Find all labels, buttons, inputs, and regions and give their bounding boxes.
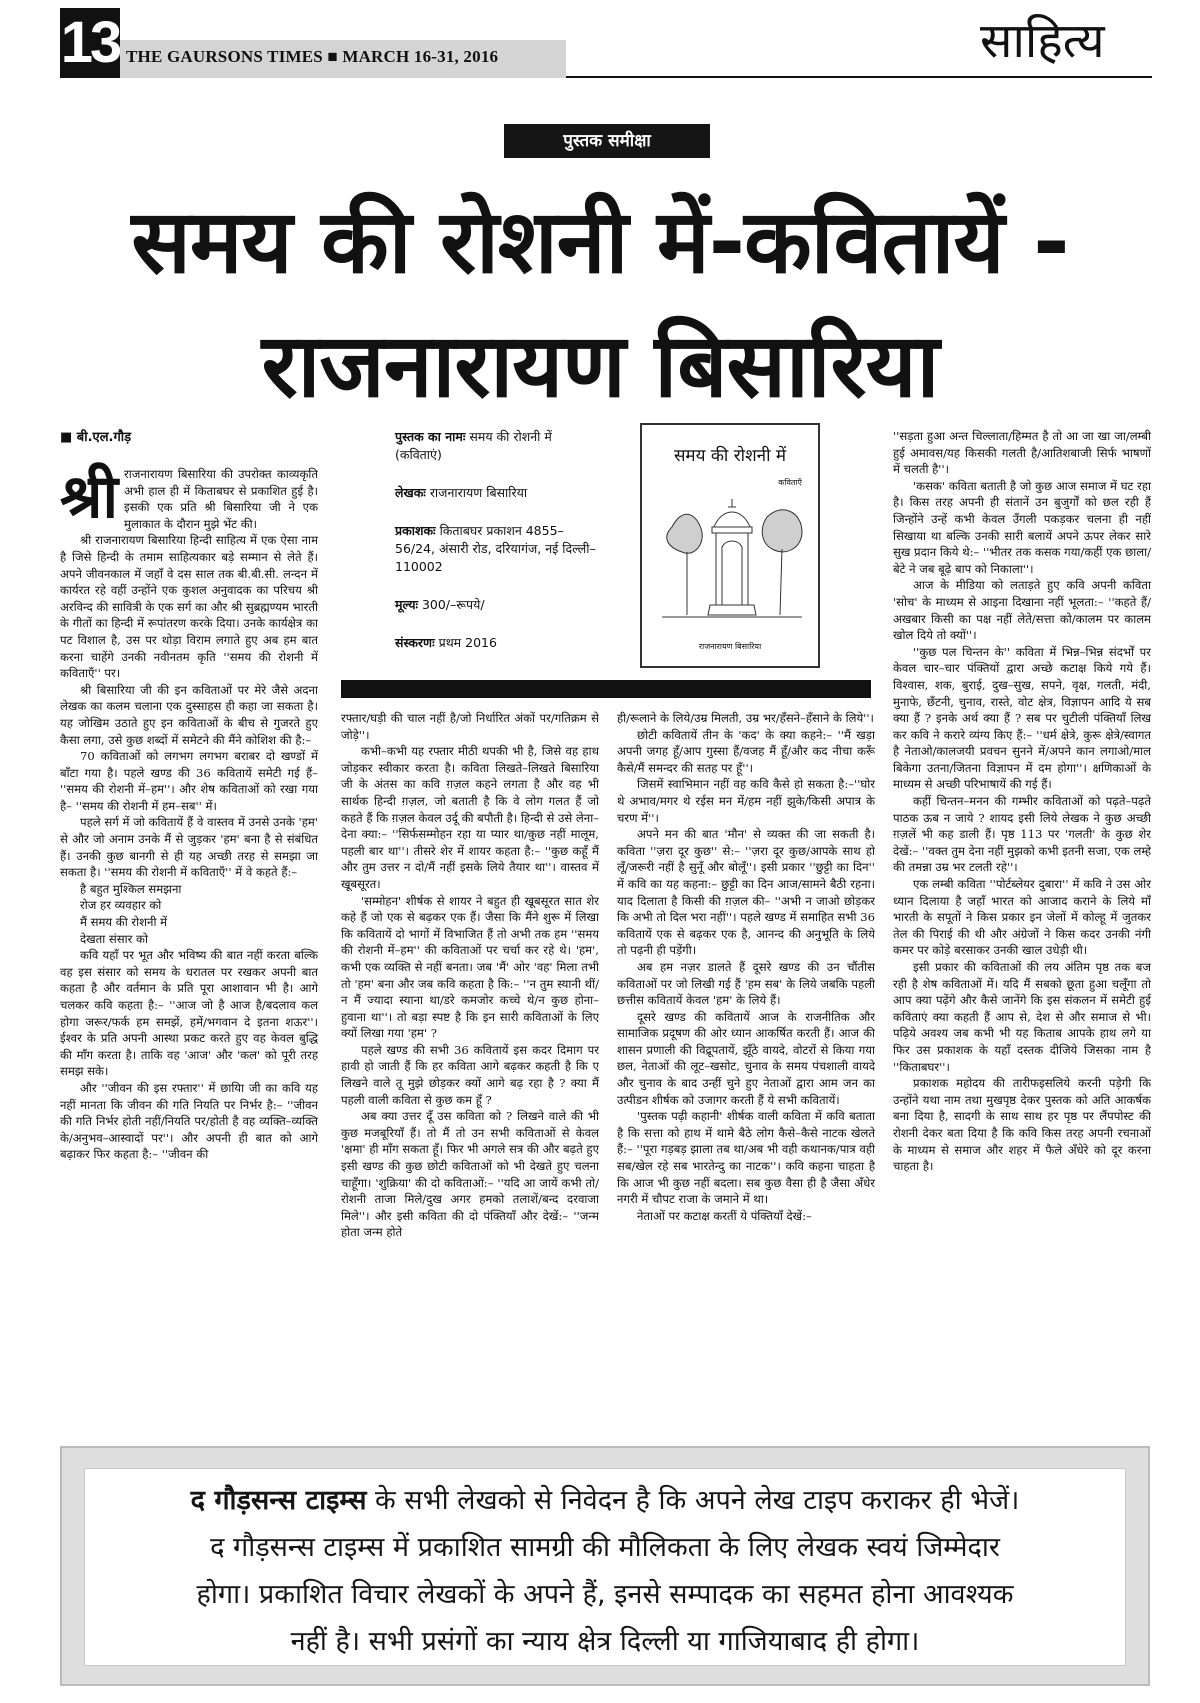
book-cover-author: राजनारायण बिसारिया [698, 642, 762, 651]
book-cover-title: समय की रोशनी में [673, 446, 787, 466]
kicker-label: पुस्तक समीक्षा [504, 124, 710, 158]
paragraph: एक लम्बी कविता ''पोर्टब्लेयर दुबारा'' में कवि ने उस ओर ध्यान दिलाया है जहाँ भारत को आजाद कराने के लिये माँ भारती के सपूतों ने किस प्रकार इन जेलों में कोल्हू में जुतकर तेल की पिराई की थी और अंग्रेजों ने किस कदर उनकी नंगी कमर पर कोड़े बरसाकर उनकी खाल उधेड़ी थी। [893, 877, 1151, 958]
book-cover-image [640, 423, 820, 668]
book-edition-row: संस्करणः प्रथम 2016 [395, 635, 497, 650]
paragraph: 70 कविताओं को लगभग लगभग बराबर दो खण्डों में बाँटा गया है। पहले खण्ड की 36 कवितायें समेटी गई हैं– ''समय की रोशनी में–हम''। और शेष कविताओं को रखा गया है– ''समय की रोशनी में हम–सब'' में। [60, 749, 318, 813]
paragraph: पहले सर्ग में जो कवितायें हैं वे वास्तव में उनसे उनके 'हम' से और जो अनाम उनके मैं से जुड़कर 'हम' बना है से संबंधित हैं। उनकी कुछ बानगी से ही यह अच्छी तरह से समझा जा सकता है। ''समय की रोशनी में कविताएँ'' में वे कहते हैं:– [60, 815, 318, 880]
paragraph: पहले खण्ड की सभी 36 कवितायें इस कदर दिमाग पर हावी हो जाती हैं कि हर कविता आगे बढ़कर कहती है कि ए लिखने वाले तू मुझे छोड़कर क्यों आगे बढ़ रहा है ? क्या मैं पहली वाली कविता से कुछ कम हूँ ? [341, 1042, 599, 1107]
paragraph: श्री बिसारिया जी की इन कविताओं पर मेरे जैसे अदना लेखक का कलम चलाना एक दुस्साहस ही कहा जा सकता है। यह जोखिम उठाते हुए इन कविताओं के बीच से गुजरते हुए कैसा लगा, उसे कुछ शब्दों में समेटने की मैंने कोशिश की है:– [60, 682, 318, 747]
lamppost-illustration-icon [652, 487, 812, 627]
paragraph: रफ्तार/घड़ी की चाल नहीं है/जो निर्धारित अंकों पर/गतिक्रम से जोड़े''। [341, 711, 599, 742]
notice-line-1: द गौड़सन्स टाइम्स के सभी लेखको से निवेदन है कि अपने लेख टाइप कराकर ही भेजें। [190, 1485, 1020, 1516]
article-column-2 [341, 710, 599, 1430]
poem-line: रोज हर व्यवहार को [80, 898, 162, 913]
article-column-4 [893, 428, 1151, 1430]
notice-line-2: द गौड़सन्स टाइम्स में प्रकाशित सामग्री की मौलिकता के लिए लेखक स्वयं जिम्मेदार [210, 1532, 1000, 1563]
paragraph: दूसरे खण्ड की कवितायें आज के राजनीतिक और सामाजिक प्रदूषण की ओर ध्यान आकर्षित करती हैं। आज की शासन प्रणाली की विद्रूपतायें, झूँठे वायदे, वोटरों से किया गया छल, नेताओं की लूट–खसोट, चुनाव के समय पंचशाली वायदे और चुनाव के बाद उन्हीं चुने हुए नेताओं द्वारा आम जन का उत्पीडन शीर्षक को उजागर करती हैं ये सभी कवितायें। [617, 1009, 875, 1107]
book-info [395, 428, 600, 672]
headline-line-2: राजनारायण बिसारिया [261, 314, 939, 417]
article-column-1 [60, 428, 318, 1430]
poem-line: देखता संसार को [80, 931, 148, 946]
drop-cap: श्री [60, 462, 119, 532]
paragraph: श्री राजनारायण बिसारिया हिन्दी साहित्य में एक ऐसा नाम है जिसे हिन्दी के तमाम साहित्यकार बड़े सम्मान से लेते हैं। अपने जीवनकाल में जहाँ वे दस साल तक बी.बी.सी. लन्दन में कार्यरत रहे वहीं उन्होंने एक कुशल अनुवादक का परिचय श्री अरविन्द की सावित्री के एक सर्ग का और श्री सुब्रह्मण्यम भारती के गीतों का हिन्दी में रूपांतरण करके दिया। उनके कार्यक्षेत्र का पट विशाल है, उस पर थोड़ा विराम लगाते हुए अब हम बात करना चाहेंगे उनकी नवीनतम कृति ''समय की रोशनी में कविताएँ'' पर। [60, 533, 318, 681]
poem-line: मैं समय की रोशनी में [80, 915, 168, 930]
poem-line: है बहुत मुश्किल समझना [80, 881, 182, 896]
paragraph: अब क्या उत्तर दूँ उस कविता को ? लिखने वाले की भी कुछ मजबूरियाँ हैं। तो मैं तो उन सभी कविताओं से केवल 'क्षमा' ही माँग सकता हूँ। फिर भी अगले सत्र की और बढ़ते हुए इसी खण्ड की कुछ छोटी कविताओं को भी देखते हुए चलना चाहूँगा। 'शुक्रिया' की दो कविताओं:– ''यदि आ जायें कभी तो/रोशनी ताजा मिले/दुख अगर हमको तलाशें/बन्द दरवाजा मिले''। और इसी कविता की दो पंक्तियाँ और देखें:– ''जन्म होता जन्म होते [341, 1109, 599, 1240]
book-name-row: पुस्तक का नामः समय की रोशनी में (कविताएं) [395, 429, 552, 462]
paragraph: नेताओं पर कटाक्ष करतीं ये पंक्तियाँ देखें:– [637, 1208, 812, 1223]
paragraph: ''सड़ता हुआ अन्त चिल्लाता/हिम्मत है तो आ जा खा जा/लम्बी हुई अमावस/यह किसकी गलती है/आतिशबाजी सिर्फ भाषणों में चलती है''। [893, 429, 1151, 477]
notice-inner [84, 1468, 1126, 1666]
paragraph: कभी–कभी यह रफ्तार मीठी थपकी भी है, जिसे वह हाथ जोड़कर स्वीकार करता है। कविता लिखते–लिखते बिसारिया जी के अंतस का कवि ग़ज़ल कहने लगता है और वह भी सार्थक हिन्दी ग़ज़ल, जो बताती है कि वे लोग गलत हैं जो कहते हैं कि ग़ज़ल केवल उर्दू की बपौती है। हिन्दी से उसे लेना–देना क्या:– ''सिर्फसम्मोहन रहा या प्यार था/कुछ नहीं मालूम, पहली बार था''। तीसरे शेर में शायर कहता है:– ''कुछ कहूँ मैं और तुम उत्तर न दो/मैं नहीं इसके लिये तैयार था''। वास्तव में खूबसूरत। [341, 744, 599, 891]
paragraph: आज के मीडिया को लताड़ते हुए कवि अपनी कविता 'सोच' के माध्यम से आइना दिखाना नहीं भूलता:– ''कहते हैं/अखबार किसी का पक्ष नहीं लेते/सत्ता को/कालम पर कालम खोल दिये तो क्यों''। [893, 578, 1151, 643]
paragraph: जिसमें स्वाभिमान नहीं वह कवि कैसे हो सकता है:–''घोर थे अभाव/मगर थे रईस मन में/हम नहीं झुके/किसी अपात्र के चरण में''। [617, 777, 875, 825]
headline [60, 180, 1140, 428]
book-publisher-row: प्रकाशकः किताबघर प्रकाशन 4855–56/24, अंसारी रोड, दरियागंज, नई दिल्ली–110002 [395, 523, 596, 574]
book-price-row: मूल्यः 300/–रूपये/ [395, 597, 485, 612]
paragraph: अब हम नज़र डालते हैं दूसरे खण्ड की उन चौंतीस कविताओं पर जो लिखी गई हैं 'हम सब' के लिये जबकि पहली छत्तीस कवितायें केवल 'हम' के लिये हैं। [617, 959, 875, 1008]
section-title: साहित्य [980, 13, 1105, 69]
paragraph: ''कुछ पल चिन्तन के'' कविता में भिन्न–भिन्न संदर्भों पर केवल चार–चार पंक्तियों द्वारा अच्छे कटाक्ष किये गये हैं। विश्वास, शक, बुराई, दुख–सुख, सपने, वृक्ष, गलती, मंदी, मुनाफे, छँटनी, चुनाव, रास्ते, वोट क्षेत्र, विज्ञापन आदि ये सब क्या हैं ? इनके अर्थ क्या हैं ? सब पर चुटीली पंक्तियाँ लिख कर कवि ने करारे व्यंग्य किए हैं:– ''धर्म क्षेत्रे, कुरू क्षेत्रे/स्वागत है नेताओ/कालजयी प्रवचन सुनने में/अपने कान लगाओ/माल बिकेगा उतना/जितना विज्ञापन में दम होगा''। क्षणिकाओं के माध्यम से अच्छी परिभाषायें की गई हैं। [893, 644, 1151, 792]
section-divider [341, 680, 871, 698]
headline-line-1: समय की रोशनी में-कवितायें - [131, 190, 1069, 293]
notice-text [95, 1477, 1115, 1665]
article-column-3 [617, 710, 875, 1430]
paragraph: अपने मन की बात 'मौन' से व्यक्त की जा सकती है। कविता ''ज़रा दूर कुछ'' से:– ''ज़रा दूर कुछ/आपके साथ हो लूँ/जरूरी नहीं है सुनूँ और बोलूँ''। इसी प्रकार ''छुट्टी का दिन'' में कवि का यह कहना:– छुट्टी का दिन आज/सामने बैठी रहना। याद दिलाता है किसी की ग़ज़ल की– ''अभी न जाओ छोड़कर कि अभी तो दिल भरा नहीं''। पहले खण्ड में समाहित सभी 36 कवितायें एक से बढ़कर एक है, आनन्द की अनुभूति के लिये तो पढ़नी ही पड़ेंगी। [617, 827, 875, 958]
paragraph: कवि यहाँ पर भूत और भविष्य की बात नहीं करता बल्कि वह इस संसार को समय के धरातल पर रखकर अपनी बात कहता है और वर्तमान के प्रति पूरा आशावान भी है। आगे चलकर कवि कहता है:– ''आज जो है आज है/बदलाव कल होगा जरूर/फर्क हम समझें, हमें/भगवान दे इतना शऊर''। ईश्वर के प्रति अपनी आस्था प्रकट करते हुए वह केवल बुद्धि की माँग करता है। ताकि वह 'आज' और 'कल' को पूरी तरह समझ सके। [60, 948, 318, 1079]
paragraph: ही/रूलाने के लिये/उम्र मिलती, उम्र भर/हँसने–हँसाने के लिये''। [617, 711, 874, 725]
paragraph: श्री राजनारायण बिसारिया की उपरोक्त काव्यकृति अभी हाल ही में किताबघर से प्रकाशित हुई है। इसकी एक प्रति श्री बिसारिया जी ने एक मुलाकात के दौरान मुझे भेंट की। [60, 462, 318, 532]
paragraph: इसी प्रकार की कविताओं की लय अंतिम पृष्ठ तक बज रही है शेष कविताओं में। यदि मैं सबको छूता हुआ चलूँगा तो आप क्या पढ़ेंगे और कैसे जानेंगे कि इस संकलन में समेटी हुई कविताएं क्या कहती हैं आप से, देश से और समाज से भी। पढ़िये अवश्य जब कभी भी यह किताब आपके हाथ लगे या फिर उस प्रकाशक के यहाँ दस्तक दीजिये जिसका नाम है ''किताबघर''। [893, 960, 1151, 1074]
notice-line-3: होगा। प्रकाशित विचार लेखकों के अपने हैं, इनसे सम्पादक का सहमत होना आवश्यक [196, 1579, 1014, 1610]
book-author-row: लेखकः राजनारायण बिसारिया [395, 485, 528, 500]
paragraph: छोटी कवितायें तीन के 'कद' के क्या कहने:– ''मैं खड़ा अपनी जगह हूँ/आप गुस्सा हैं/वजह मैं हूँ/और कद नीचा करूँ कैसे/मैं समन्दर की सतह पर हूँ''। [617, 727, 875, 775]
byline: ■ बी.एल.गौड़ [60, 430, 132, 445]
paragraph: प्रकाशक महोदय की तारीफइसलिये करनी पड़ेगी कि उन्होंने यथा नाम तथा मुखपृष्ठ देकर पुस्तक को अति आकर्षक बना दिया है, सादगी के साथ साथ हर पृष्ठ पर लैंपपोस्ट की रोशनी देकर बता दिया है कि कवि किस तरह अपनी रचनाओं के माध्यम से समाज और शहर में फैले अँधेरे को दूर करना चाहता है। [893, 1076, 1151, 1174]
paragraph: और ''जीवन की इस रफ्तार'' में छायिा जी का कवि यह नहीं मानता कि जीवन की गति नियति पर निर्भर है:– ''जीवन की गति निर्भर होती नहीं/नियति पर/होती है वह व्यक्ति–व्यक्ति के/अनुभव–आस्वादों पर''। और अपनी ही बात को आगे बढ़ाकर फिर कहता है:– ''जीवन की [60, 1080, 318, 1162]
paragraph: 'कसक' कविता बताती है जो कुछ आज समाज में घट रहा है। किस तरह अपनी ही संतानें उन बुजुर्गों को छल रही हैं जिन्होंने उन्हें कभी केवल उँगली पकड़कर चलना ही नहीं सिखाया था बल्कि उनकी सारी बलायें अपने ऊपर लेकर सारे सुख प्रदान किये थे:– ''भीतर तक कसक गया/कहीं एक छाला/ बेटे ने जब बूढ़े बाप को निकाला''। [893, 478, 1151, 576]
notice-line-4: नहीं है। सभी प्रसंगों का न्याय क्षेत्र दिल्ली या गाजियाबाद ही होगा। [290, 1626, 920, 1657]
paragraph: 'सम्मोहन' शीर्षक से शायर ने बहुत ही खूबसूरत सात शेर कहे हैं जो एक से बढ़कर एक हैं। जैसा कि मैंने शुरू में लिखा कि कवितायें दो भागों में विभाजित हैं तो अभी तक हम ''समय की रोशनी में–हम'' की कविताओं पर चर्चा कर रहे थे। 'हम', कभी एक व्यक्ति से नहीं बनता। जब 'मैं' ओर 'वह' मिला तभी तो 'हम' बना और जब कवि कहता है कि:– ''न तुम स्यानी थीं/न मैं ज्यादा स्याना था/डरे कमजोर कच्चे थे/न कुछ होना–हुवाना था''। तो बड़ा स्पष्ट है कि इन सारी कविताओं के लिए क्यों लिखा गया 'हम' ? [341, 893, 599, 1041]
header-rule [566, 76, 1152, 78]
masthead: THE GAURSONS TIMES ■ MARCH 16-31, 2016 [126, 47, 499, 66]
paragraph: कहीं चिन्तन–मनन की गम्भीर कविताओं को पढ़ते–पढ़ते पाठक ऊब न जाये ? शायद इसी लिये लेखक ने कुछ अच्छी ग़ज़लें भी कह डाली हैं। पृष्ठ 113 पर 'गलती' के कुछ शेर देखें:– ''वक्त तुम देना नहीं मुझको कभी इतनी सजा, एक लम्हे की तमन्ना उम्र भर टलती रहे''। [893, 794, 1151, 875]
page-number: 13 [60, 8, 120, 78]
notice-box [60, 1446, 1150, 1686]
paragraph: 'पुस्तक पढ़ी कहानी' शीर्षक वाली कविता में कवि बताता है कि सत्ता को हाथ में थामे बैठे लोग कैसे–कैसे नाटक खेलते हैं:– ''पूरा गड़बड़ झाला तब था/अब भी वही कथानक/पात्र वही सब/खेल रहे सब भारतेन्दु का नाटक''। कवि कहना चाहता है कि आज भी कुछ नहीं बदला। सब कुछ वैसा ही है जैसा अँधेर नगरी में चौपट राजा के जमाने में था। [617, 1109, 875, 1207]
book-cover-subtitle: कविताएँ [778, 478, 802, 487]
